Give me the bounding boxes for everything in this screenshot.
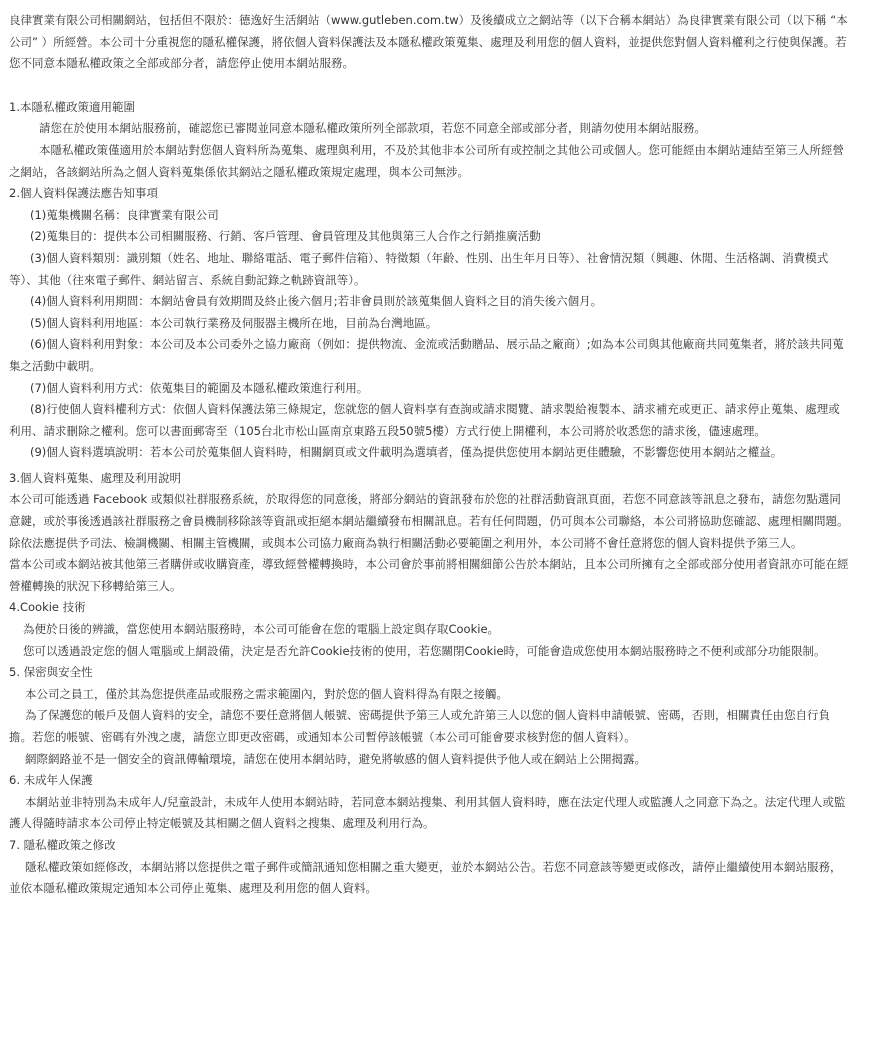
- section-2-item-6: (6)個人資料利用對象：本公司及本公司委外之協力廠商（例如：提供物流、金流或活動贈品、展示品之廠商）;如為本公司與其他廠商共同蒐集者，將於該共同蒐集之活動中載明。: [9, 337, 844, 373]
- section-4-paragraph-2: 您可以透過設定您的個人電腦或上網設備，決定是否允許Cookie技術的使用，若您關閉Cookie時，可能會造成您使用本網站服務時之不便利或部分功能限制。: [23, 643, 826, 658]
- section-2-item-8: (8)行使個人資料權利方式：依個人資料保護法第三條規定，您就您的個人資料享有查詢或請求閱覽、請求製給複製本、請求補充或更正、請求停止蒐集、處理或利用、請求刪除之權利。您可以書面郵寄至（105台北市松山區南京東路五段50號5樓）方式行使上開權利，本公司將於收悉您的請求後，儘速處理。: [9, 402, 840, 438]
- section-2-item-3: (3)個人資料類別：識別類（姓名、地址、聯絡電話、電子郵件信箱）、特徵類（年齡、性別、出生年月日等）、社會情況類（興趣、休閒、生活格調、消費模式等）、其他（往來電子郵件、網站留言、系統自動記錄之軌跡資訊等）。: [9, 250, 829, 287]
- section-1-paragraph-1: 請您在於使用本網站服務前，確認您已審閱並同意本隱私權政策所列全部款項，若您不同意全部或部分者，則請勿使用本網站服務。: [39, 121, 706, 136]
- section-2-item-1: (1)蒐集機關名稱：良律實業有限公司: [30, 207, 219, 222]
- section-2-item-9: (9)個人資料選填說明：若本公司於蒐集個人資料時，相關網頁或文件載明為選填者，僅為提供您使用本網站更佳體驗，不影響您使用本網站之權益。: [30, 445, 783, 460]
- section-3-paragraph-1: 本公司可能透過 Facebook 或類似社群服務系統，於取得您的同意後，將部分網站的資訊發布於您的社群活動資訊頁面，若您不同意該等訊息之發布，請您勿點選同意鍵，或於事後透過該社群服務之會員機制移除該等資訊或拒絕本網站繼續發布相關訊息。若有任何問題，仍可與本公司聯絡，本公司將協助您確認、處理相關問題。: [9, 492, 849, 529]
- section-2-item-4: (4)個人資料利用期間：本網站會員有效期間及終止後六個月;若非會員則於該蒐集個人資料之目的消失後六個月。: [30, 294, 603, 309]
- section-6-title: 6. 未成年人保護: [9, 773, 93, 788]
- section-5-paragraph-3: 網際網路並不是一個安全的資訊傳輸環境，請您在使用本網站時，避免將敏感的個人資料提供予他人或在網站上公開揭露。: [25, 751, 646, 766]
- section-2-title: 2.個人資料保護法應告知事項: [9, 186, 158, 201]
- intro-paragraph: 良律實業有限公司相關網站，包括但不限於：德逸好生活網站（www.gutleben.com.tw）及後續成立之網站等（以下合稱本網站）為良律實業有限公司（以下稱 “本公司” ）所經營。本公司十分重視您的隱私權保護，將依個人資料保護法及本隱私權政策蒐集、處理及利用您的個人資料，並提供您對個人資料權利之行使與保護。若您不同意本隱私權政策之全部或部分者，請您停止使用本網站服務。: [9, 13, 848, 71]
- section-1-title: 1.本隱私權政策適用範圍: [9, 99, 135, 114]
- section-7-paragraph-1: 隱私權政策如經修改，本網站將以您提供之電子郵件或簡訊通知您相關之重大變更，並於本網站公告。若您不同意該等變更或修改，請停止繼續使用本網站服務，並依本隱私權政策規定通知本公司停止蒐集、處理及利用您的個人資料。: [9, 859, 842, 896]
- section-7-title: 7. 隱私權政策之修改: [9, 837, 116, 852]
- section-6-paragraph-1: 本網站並非特別為未成年人/兒童設計，未成年人使用本網站時，若同意本網站搜集、利用其個人資料時，應在法定代理人或監護人之同意下為之。法定代理人或監護人得隨時請求本公司停止特定帳號及其相關之個人資料之搜集、處理及利用行為。: [9, 794, 846, 831]
- section-1-paragraph-2: 本隱私權政策僅適用於本網站對您個人資料所為蒐集、處理與利用，不及於其他非本公司所有或控制之其他公司或個人。您可能經由本網站連結至第三人所經營之網站，各該網站所為之個人資料蒐集係依其網站之隱私權政策規定處理，與本公司無涉。: [9, 142, 844, 179]
- section-3-paragraph-2: 除依法應提供予司法、檢調機關、相關主管機關，或與本公司協力廠商為執行相關活動必要範圍之利用外，本公司將不會任意將您的個人資料提供予第三人。: [9, 535, 803, 550]
- section-4-title: 4.Cookie 技術: [9, 600, 86, 615]
- section-4-paragraph-1: 為便於日後的辨識，當您使用本網站服務時，本公司可能會在您的電腦上設定與存取Cookie。: [23, 622, 500, 637]
- section-5-title: 5. 保密與安全性: [9, 665, 93, 680]
- section-2-item-5: (5)個人資料利用地區：本公司執行業務及伺服器主機所在地，目前為台灣地區。: [30, 315, 438, 330]
- section-2-item-2: (2)蒐集目的：提供本公司相關服務、行銷、客戶管理、會員管理及其他與第三人合作之行銷推廣活動: [30, 229, 541, 244]
- section-5-paragraph-1: 本公司之員工，僅於其為您提供產品或服務之需求範圍內，對於您的個人資料得為有限之接觸。: [25, 686, 508, 701]
- section-3-paragraph-3: 當本公司或本網站被其他第三者購併或收購資產，導致經營權轉換時，本公司會於事前將相關細節公告於本網站，且本公司所擁有之全部或部分使用者資訊亦可能在經營權轉換的狀況下移轉給第三人。: [9, 557, 849, 593]
- section-5-paragraph-2: 為了保護您的帳戶及個人資料的安全，請您不要任意將個人帳號、密碼提供予第三人或允許第三人以您的個人資料申請帳號、密碼，否則，相關責任由您自行負擔。若您的帳號、密碼有外洩之虞，請您立即更改密碼，或通知本公司暫停該帳號（本公司可能會要求核對您的個人資料）。: [9, 708, 830, 744]
- section-3-title: 3.個人資料蒐集、處理及利用說明: [9, 470, 181, 485]
- section-2-item-7: (7)個人資料利用方式：依蒐集目的範圍及本隱私權政策進行利用。: [30, 380, 369, 395]
